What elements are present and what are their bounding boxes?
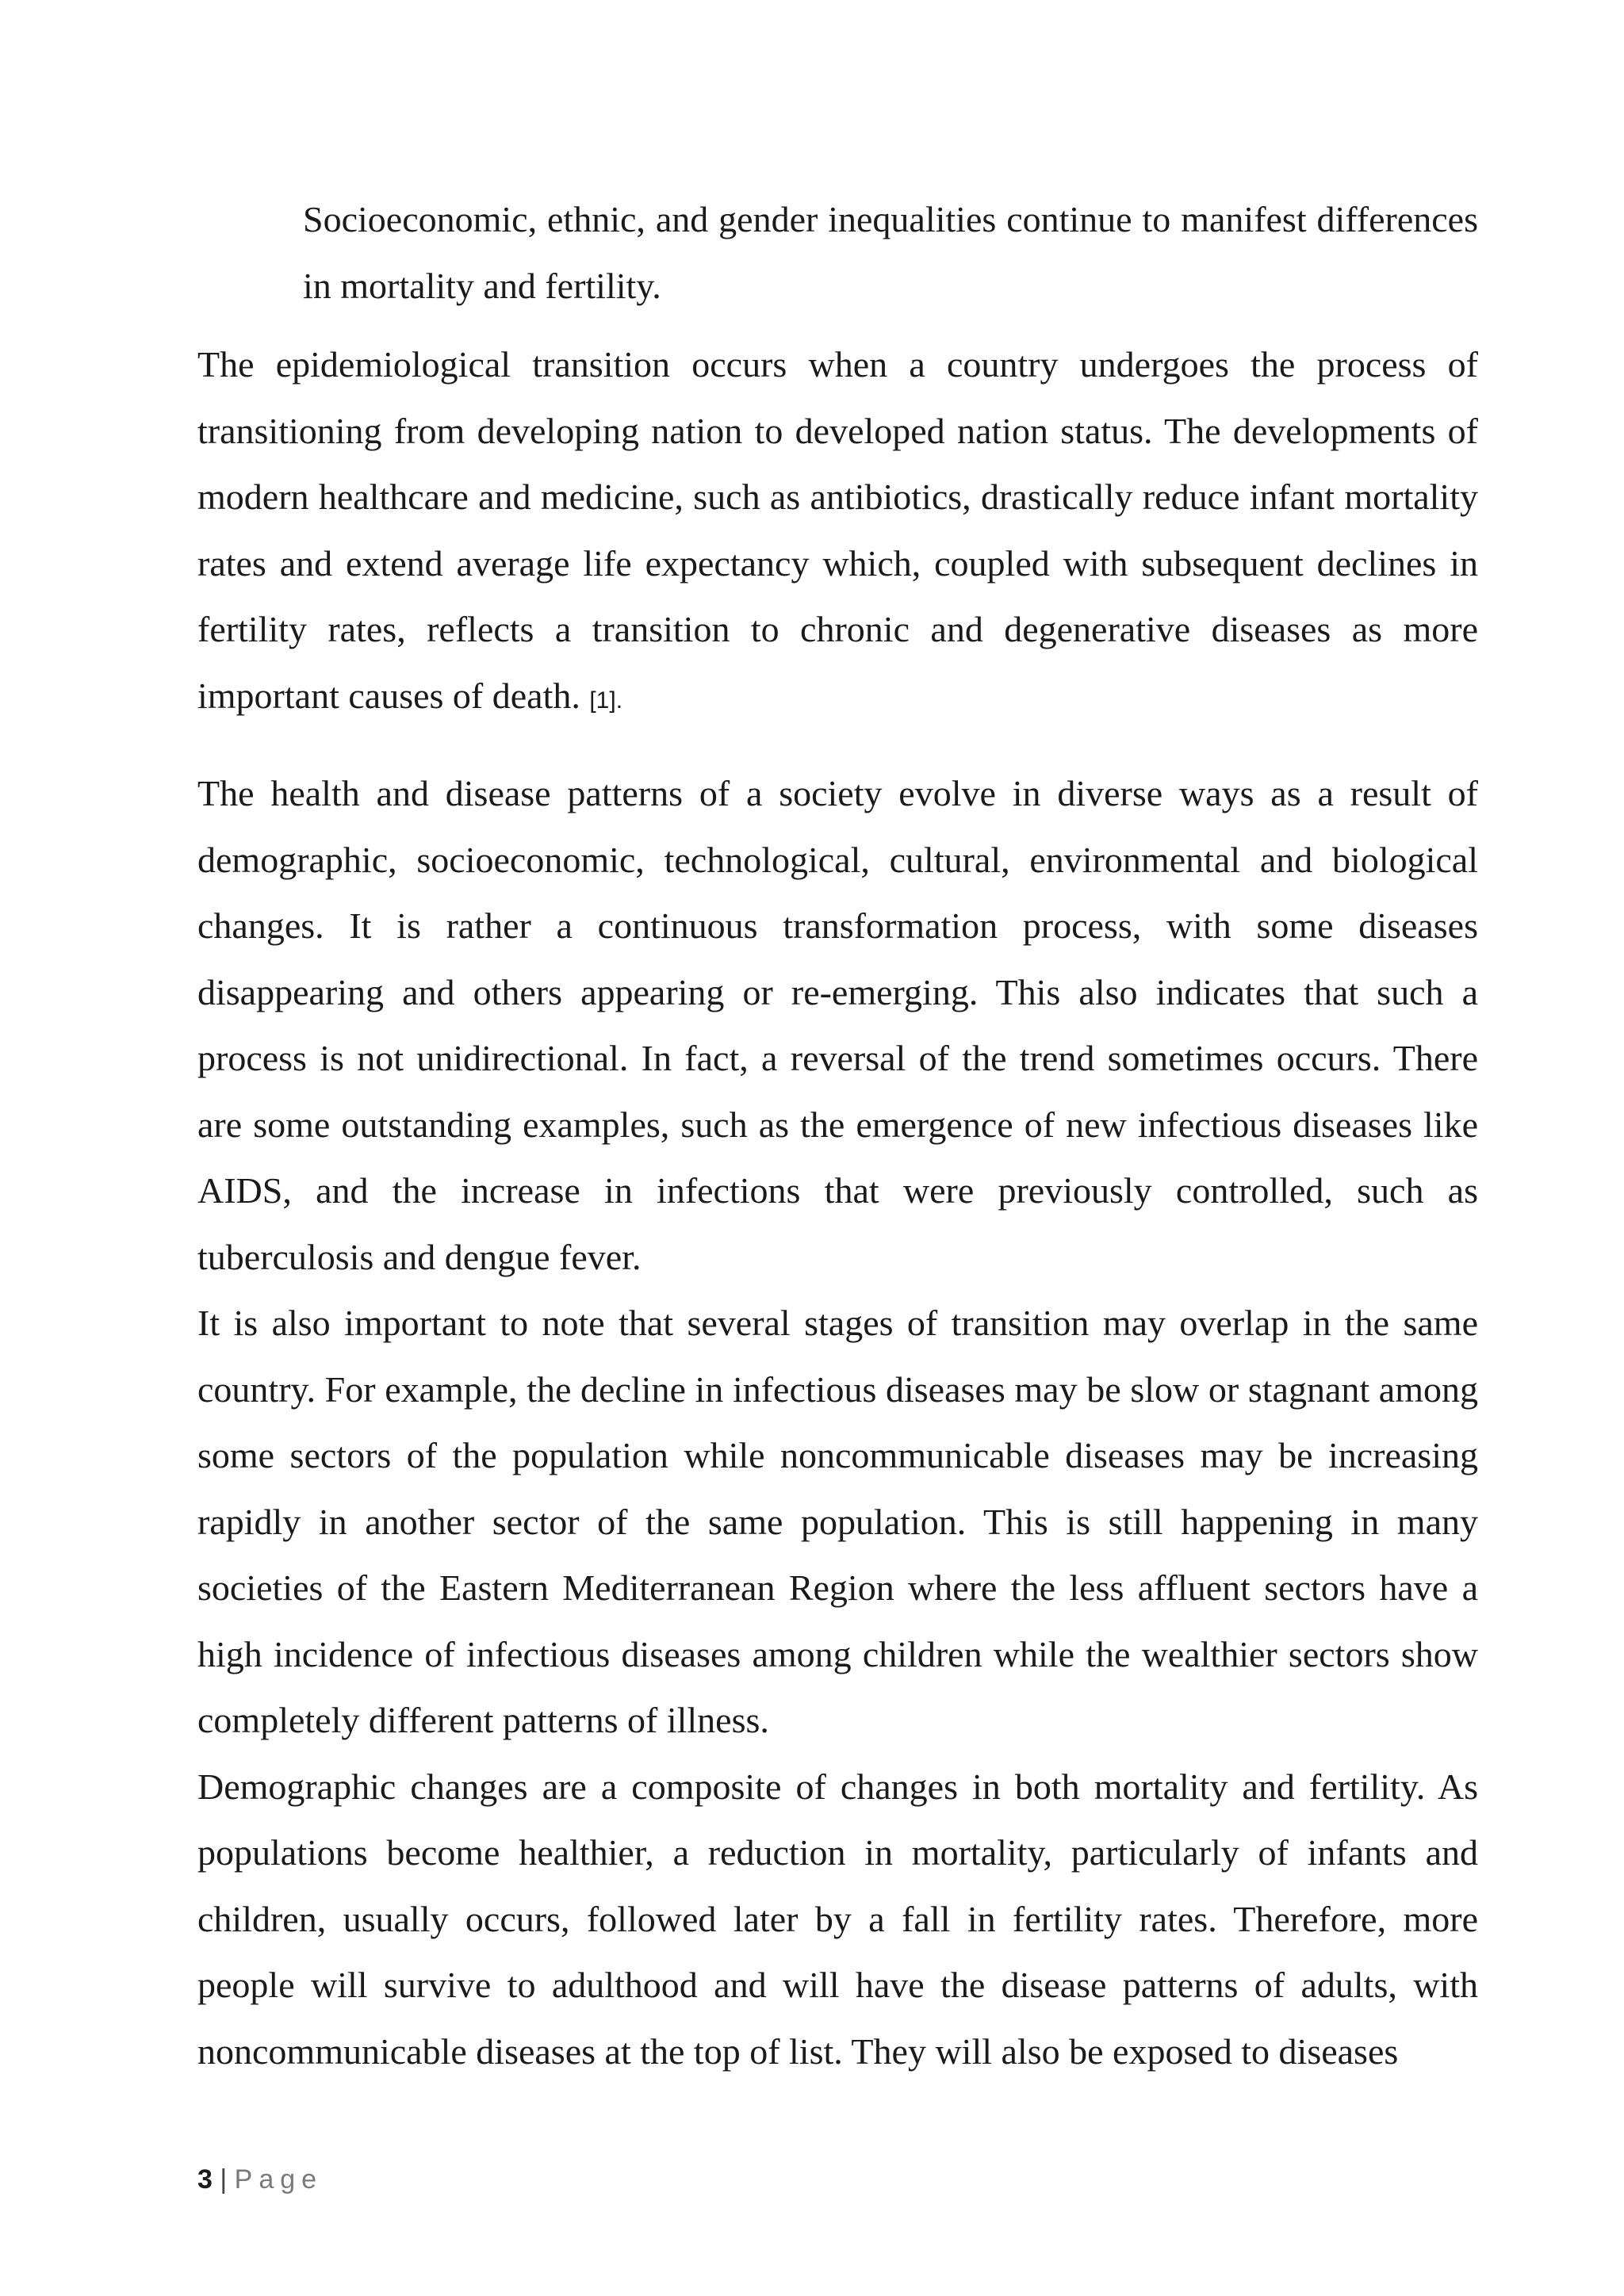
- paragraph-text: The epidemiological transition occurs when a country undergoes the process of transitioning from developing nation to developed nation status. The developments of modern healthcare and medicine, such as antibiotics, drastically reduce infant mortality rates and extend average life expectancy which, coupled with subsequent declines in fertility rates, reflects a transition to chronic and degenerative diseases as more important causes of death.: [197, 344, 1478, 716]
- page-footer: [197, 2164, 323, 2195]
- paragraph-overlapping-stages: It is also important to note that several stages of transition may overlap in the same country. For example, the decline in infectious diseases may be slow or stagnant among some sectors of the population while noncommunicable diseases may be increasing rapidly in another sector of the same population. This is still happening in many societies of the Eastern Mediterranean Region where the less affluent sectors have a high incidence of infectious diseases among children while the wealthier sectors show completely different patterns of illness.: [197, 1303, 1478, 1740]
- citation-reference: [1].: [589, 687, 623, 714]
- page-label: Page: [234, 2164, 324, 2195]
- footer-separator: |: [220, 2164, 228, 2195]
- page-number: 3: [197, 2164, 213, 2195]
- paragraph-demographic-changes: Demographic changes are a composite of changes in both mortality and fertility. As populations become healthier, a reduction in mortality, particularly of infants and children, usually occurs, followed later by a fall in fertility rates. Therefore, more people will survive to adulthood and will have the disease patterns of adults, with noncommunicable diseases at the top of list. They will also be exposed to diseases: [197, 1766, 1478, 2072]
- indented-quote: [303, 186, 1478, 319]
- body-text: [197, 331, 1478, 2084]
- indented-quote-text: Socioeconomic, ethnic, and gender inequalities continue to manifest differences in mortality and fertility.: [303, 199, 1478, 306]
- paragraph-health-disease-patterns: The health and disease patterns of a society evolve in diverse ways as a result of demographic, socioeconomic, technological, cultural, environmental and biological changes. It is rather a continuous transformation process, with some diseases disappearing and others appearing or re-emerging. This also indicates that such a process is not unidirectional. In fact, a reversal of the trend sometimes occurs. There are some outstanding examples, such as the emergence of new infectious diseases like AIDS, and the increase in infections that were previously controlled, such as tuberculosis and dengue fever.: [197, 773, 1478, 1277]
- paragraph-epidemiological-transition: [197, 331, 1478, 733]
